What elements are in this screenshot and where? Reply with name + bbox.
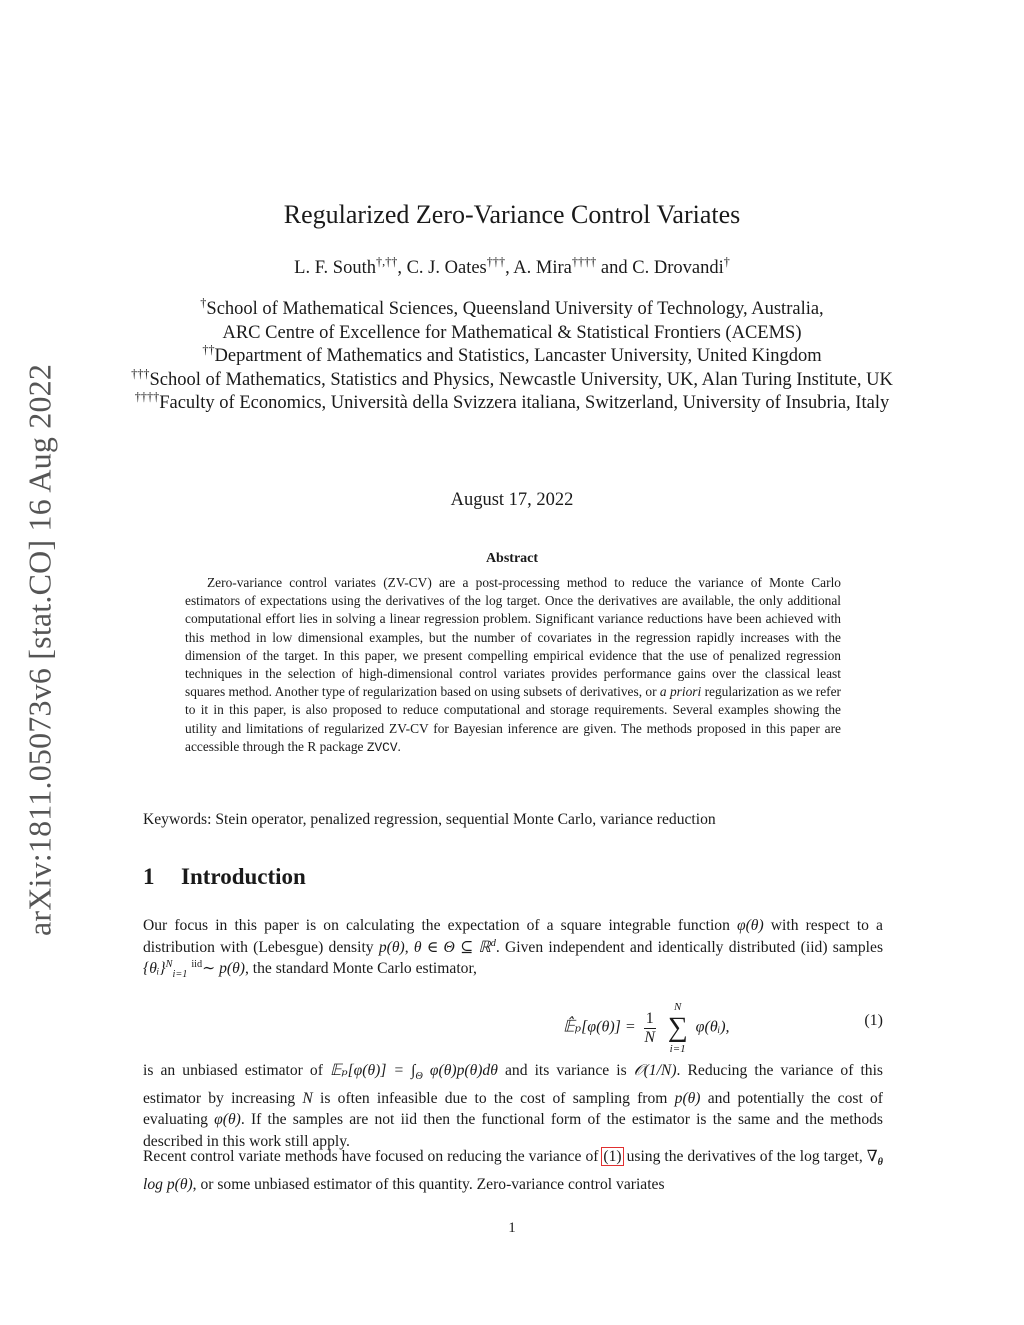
author: C. J. Oates††† <box>406 254 506 278</box>
equation-number: (1) <box>864 1012 883 1029</box>
intro-paragraph-1: Our focus in this paper is on calculating the expectation of a square integrable function φ(θ) with respect to a distribution with (Lebesgue) density p(θ), θ ∈ Θ ⊆ ℝ$^d$. Given independent and identically distributed (iid) samples {θᵢ}$^N_{i=1}$ $^{iid}$∼ p(θ), the standard Monte Carlo estimator, <box>143 917 884 981</box>
affiliation: ††††Faculty of Economics, Università della Svizzera italiana, Switzerland, University of Insubria, Italy <box>134 389 890 413</box>
page-number: 1 <box>508 1220 516 1236</box>
math-inline: {θᵢ}$^N_{i=1}$ $^{iid}$∼ p(θ) <box>143 958 245 981</box>
math-inline: φ(θ) <box>214 1111 241 1129</box>
intro-paragraph-2: is an unbiased estimator of 𝔼ₚ[φ(θ)] = $\int_\Theta$ φ(θ)p(θ)dθ and its variance is 𝒪(1/N). Reducing the variance of this estimator by increasing N is often infeasible due to the cost of sampling from p(θ) and potentially the cost of evaluating φ(θ). If the samples are not iid then the functional form of the estimator is the same and the methods described in this work still apply. <box>143 1062 884 1150</box>
author-list: L. F. South†,††, C. J. Oates†††, A. Mira†††† and C. Drovandi† <box>294 254 730 278</box>
math-inline: 𝔼ₚ[φ(θ)] = $\int_\Theta$ φ(θ)p(θ)dθ <box>330 1062 498 1083</box>
author: L. F. South†,†† <box>294 254 398 278</box>
math-inline: θ ∈ Θ ⊆ ℝ$^d$ <box>413 937 496 956</box>
math-inline: 𝒪(1/N) <box>633 1062 677 1079</box>
affiliation: ARC Centre of Excellence for Mathematical & Statistical Frontiers (ACEMS) <box>222 322 802 343</box>
package-name: ZVCV <box>366 739 398 755</box>
abstract-body: Zero-variance control variates (ZV-CV) are a post-processing method to reduce the variance of Monte Carlo estimators of expectations using the derivatives of the log target. Once the derivatives are available, the only additional computational effort lies in solving a linear regression problem. Significant variance reductions have been achieved with this method in low dimensional examples, but the number of covariates in the regression rapidly increases with the dimension of the target. In this paper, we present compelling empirical evidence that the use of penalized regression techniques in the selection of high-dimensional control variates provides performance gains over the classical least squares method. Another type of regularization based on using subsets of derivatives, or a priori regularization as we refer to it in this paper, is also proposed to reduce computational and storage requirements. Several examples showing the utility and limitations of regularized ZV-CV for Bayesian inference are given. The methods proposed in this paper are accessible through the R package ZVCV. <box>185 575 842 755</box>
arxiv-identifier: arXiv:1811.05073v6 [stat.CO] 16 Aug 2022 <box>21 363 58 937</box>
math-inline: p(θ) <box>674 1089 701 1107</box>
abstract-heading: Abstract <box>485 551 539 566</box>
section-heading <box>143 864 306 890</box>
author: C. Drovandi† <box>632 254 730 278</box>
author: A. Mira†††† <box>513 254 597 278</box>
math-inline: $\nabla_\theta$ log p(θ) <box>143 1148 884 1193</box>
math-inline: φ(θ) <box>736 917 764 934</box>
equation-body: 𝔼̂ₚ[φ(θ)] = $\frac{1}{N}$ N ∑ i=1 φ(θᵢ), <box>563 1001 730 1055</box>
equation-reference-link[interactable]: (1) <box>603 1148 622 1165</box>
math-inline: p(θ) <box>378 938 405 956</box>
section-number: 1 <box>143 864 155 889</box>
intro-paragraph-3: Recent control variate methods have focused on reducing the variance of (1) using the derivatives of the log target, $\nabla_\theta$ log p(θ), or some unbiased estimator of this quantity. Zero-variance control variates <box>143 1148 884 1193</box>
section-title: Introduction <box>181 864 306 889</box>
equation-1 <box>143 992 883 1055</box>
paper-title: Regularized Zero-Variance Control Variates <box>283 200 741 229</box>
keywords: Keywords: Stein operator, penalized regression, sequential Monte Carlo, variance reduction <box>143 811 716 828</box>
affiliation: †††School of Mathematics, Statistics and Physics, Newcastle University, UK, Alan Turing Institute, UK <box>131 366 893 390</box>
affiliation: ††Department of Mathematics and Statistics, Lancaster University, United Kingdom <box>202 342 822 366</box>
affiliation: †School of Mathematical Sciences, Queensland University of Technology, Australia, <box>200 295 824 319</box>
paper-date: August 17, 2022 <box>450 490 574 510</box>
math-inline: N <box>302 1089 313 1107</box>
arxiv-identifier-sidebar <box>18 340 62 960</box>
affiliations <box>130 295 894 416</box>
